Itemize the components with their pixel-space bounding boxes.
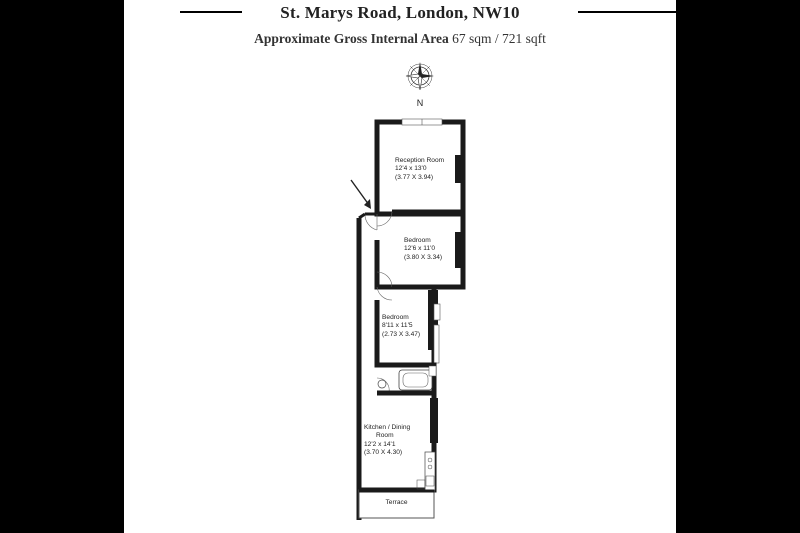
- room-imperial: 12'6 x 11'0: [404, 245, 435, 253]
- room-name-line1: Kitchen / Dining: [364, 424, 411, 431]
- room-name: Terrace: [385, 499, 408, 506]
- room-label-reception: [395, 157, 444, 182]
- floor-plan-sheet: [124, 0, 676, 533]
- room-metric: (3.70 X 4.30): [364, 449, 403, 457]
- room-imperial: 12'4 x 13'0: [395, 165, 427, 173]
- room-metric: (3.80 X 3.34): [404, 253, 443, 261]
- room-label-kitchen: [364, 424, 410, 458]
- area-value: 67 sqm / 721 sqft: [452, 31, 546, 46]
- room-label-bedroom-2: [382, 314, 420, 339]
- room-name-line2: Room: [376, 432, 394, 440]
- room-label-terrace: [359, 499, 434, 507]
- room-imperial: 12'2 x 14'1: [364, 440, 396, 448]
- room-imperial: 8'11 x 11'5: [382, 322, 413, 330]
- room-label-bedroom-1: [404, 237, 442, 262]
- bathroom: [377, 365, 436, 393]
- room-metric: (2.73 X 3.47): [382, 330, 421, 338]
- entrance-arrow-icon: [351, 180, 371, 209]
- room-name: Bedroom: [382, 314, 409, 321]
- room-name: Bedroom: [404, 237, 431, 244]
- area-prefix: Approximate Gross Internal Area: [254, 31, 449, 46]
- compass-north-label: N: [416, 98, 424, 108]
- room-name: Reception Room: [395, 157, 445, 164]
- room-metric: (3.77 X 3.94): [395, 173, 434, 181]
- page-title: St. Marys Road, London, NW10: [280, 3, 520, 22]
